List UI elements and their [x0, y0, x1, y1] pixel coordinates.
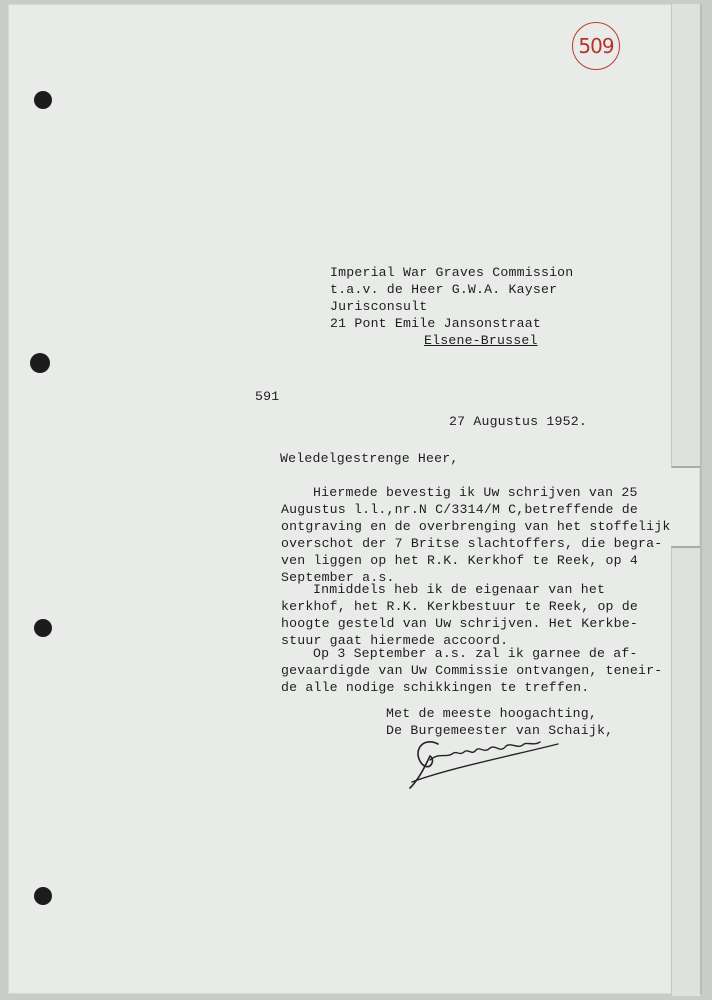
reference-number: 591 [255, 389, 280, 404]
paragraph-line: overschot der 7 Britse slachtoffers, die begra- [281, 536, 663, 551]
punch-hole [34, 887, 52, 905]
addressee-line: Imperial War Graves Commission [330, 265, 574, 280]
addressee-city: Elsene-Brussel [424, 333, 538, 348]
page-fold-top [671, 4, 700, 468]
paragraph-line: Inmiddels heb ik de eigenaar van het [313, 582, 606, 597]
paragraph-line: stuur gaat hiermede accoord. [281, 633, 509, 648]
paragraph-line: Op 3 September a.s. zal ik garnee de af- [313, 646, 638, 661]
paragraph-line: September a.s. [281, 570, 395, 585]
paragraph-line: gevaardigde van Uw Commissie ontvangen, teneir- [281, 663, 663, 678]
salutation: Weledelgestrenge Heer, [280, 451, 459, 466]
handwritten-signature [400, 730, 570, 800]
closing-line: De Burgemeester van Schaijk, [386, 723, 614, 738]
addressee-line: 21 Pont Emile Jansonstraat [330, 316, 541, 331]
paragraph-line: kerkhof, het R.K. Kerkbestuur te Reek, op de [281, 599, 639, 614]
paragraph-line: Augustus l.l.,nr.N C/3314/M C,betreffende de [281, 502, 639, 517]
closing-line: Met de meeste hoogachting, [386, 706, 597, 721]
punch-hole [34, 619, 52, 637]
page-fold-bottom [671, 546, 700, 996]
paragraph-line: ven liggen op het R.K. Kerkhof te Reek, op 4 [281, 553, 639, 568]
letter-date: 27 Augustus 1952. [449, 414, 587, 429]
addressee-line: t.a.v. de Heer G.W.A. Kayser [330, 282, 558, 297]
paragraph-line: ontgraving en de overbrenging van het stoffelijk [281, 519, 671, 534]
paragraph-line: Hiermede bevestig ik Uw schrijven van 25 [313, 485, 638, 500]
archive-number-stamp: 509 [572, 22, 620, 70]
addressee-line: Jurisconsult [330, 299, 428, 314]
punch-hole [34, 91, 52, 109]
paragraph-line: de alle nodige schikkingen te treffen. [281, 680, 590, 695]
punch-hole [30, 353, 50, 373]
paragraph-line: hoogte gesteld van Uw schrijven. Het Kerkbe- [281, 616, 639, 631]
